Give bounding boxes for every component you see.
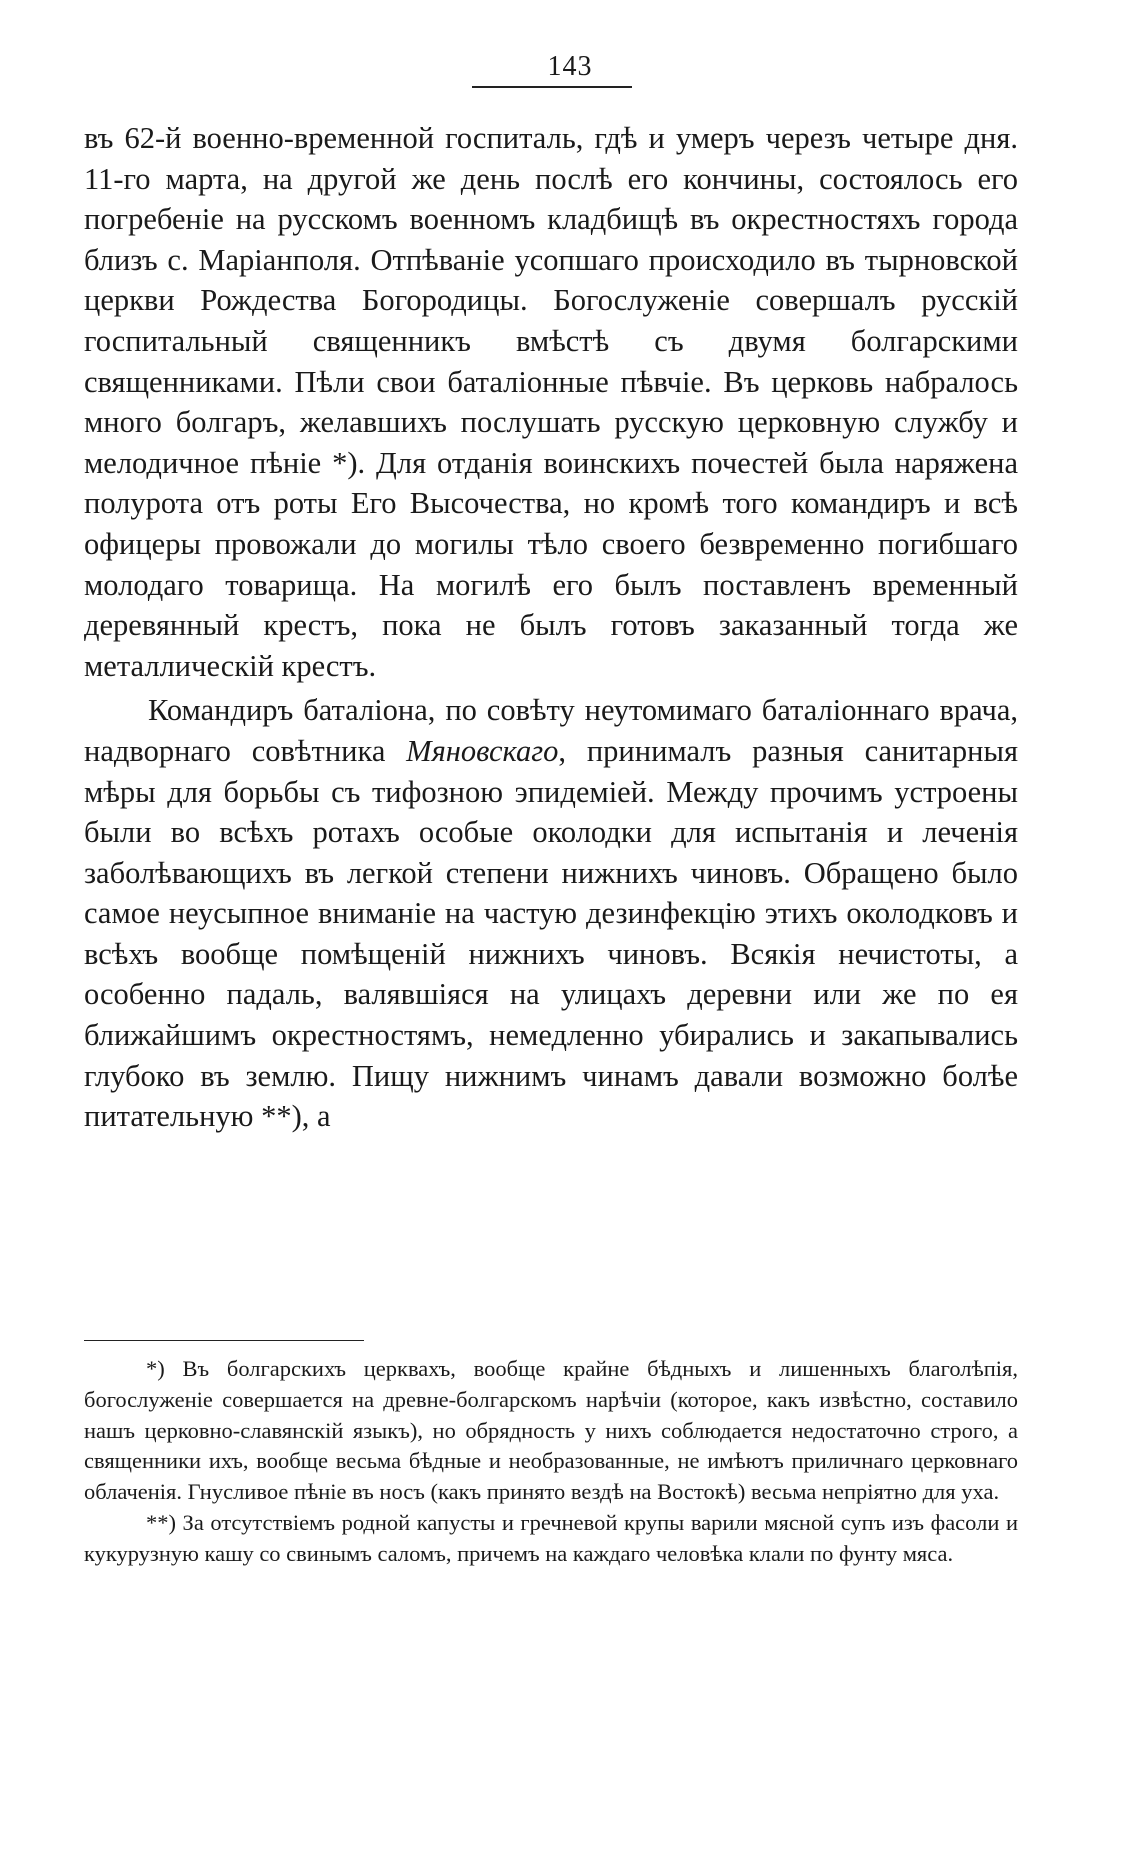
page-number: 143 bbox=[547, 51, 593, 82]
main-text bbox=[84, 118, 1018, 1137]
footnotes bbox=[84, 1354, 1018, 1570]
paragraph-2 bbox=[84, 690, 1018, 1137]
paragraph-2-name: Мяновскаго bbox=[406, 733, 559, 768]
footnote-rule bbox=[84, 1340, 364, 1341]
paragraph-2-start: Командиръ баталіона, по совѣту неутомимаго баталіоннаго врача, надворнаго совѣтника bbox=[84, 693, 1018, 768]
footnote-1: *) Въ болгарскихъ церквахъ, вообще крайне бѣдныхъ и лишенныхъ благолѣпія, богослуженіе совершается на древне-болгарскомъ нарѣчіи (которое, какъ извѣстно, составило нашъ церковно-славянскій языкъ), но обрядность у нихъ соблюдается недостаточно строго, а священники ихъ, вообще весьма бѣдные и необразованные, не имѣютъ приличнаго церковнаго облаченія. Гнусливое пѣніе въ носъ (какъ принято вездѣ на Востокѣ) весьма непріятно для уха. bbox=[84, 1356, 1018, 1505]
paragraph-2-end: , принималъ разныя санитарныя мѣры для борьбы съ тифозною эпидеміей. Между прочимъ устроены были во всѣхъ ротахъ особые околодки для испытанія и леченія заболѣвающихъ въ легкой степени нижнихъ чиновъ. Обращено было самое неусыпное вниманіе на частую дезинфекцію этихъ околодковъ и всѣхъ вообще помѣщеній нижнихъ чиновъ. Всякія нечистоты, а особенно падаль, валявшіяся на улицахъ деревни или же по ея ближайшимъ окрестностямъ, немедленно убирались и закапывались глубоко въ землю. Пищу нижнимъ чинамъ давали возможно болѣе питательную **), а bbox=[84, 733, 1019, 1134]
footnote-2: **) За отсутствіемъ родной капусты и гречневой крупы варили мясной супъ изъ фасоли и кукурузную кашу со свинымъ саломъ, причемъ на каждаго человѣка клали по фунту мяса. bbox=[84, 1509, 1018, 1566]
header-rule bbox=[472, 86, 632, 88]
paragraph-1: въ 62-й военно-временной госпиталь, гдѣ и умеръ черезъ четыре дня. 11-го марта, на другой же день послѣ его кончины, состоялось его погребеніе на русскомъ военномъ кладбищѣ въ окрестностяхъ города близъ с. Маріанполя. Отпѣваніе усопшаго происходило въ тырновской церкви Рождества Богородицы. Богослуженіе совершалъ русскій госпитальный священникъ вмѣстѣ съ двумя болгарскими священниками. Пѣли свои баталіонные пѣвчіе. Въ церковь набралось много болгаръ, желавшихъ послушать русскую церковную службу и мелодичное пѣніе *). Для отданія воинскихъ почестей была наряжена полурота отъ роты Его Высочества, но кромѣ того командиръ и всѣ офицеры провожали до могилы тѣло своего безвременно погибшаго молодаго товарища. На могилѣ его былъ поставленъ временный деревянный крестъ, пока не былъ готовъ заказанный тогда же металлическій крестъ. bbox=[84, 121, 1018, 683]
